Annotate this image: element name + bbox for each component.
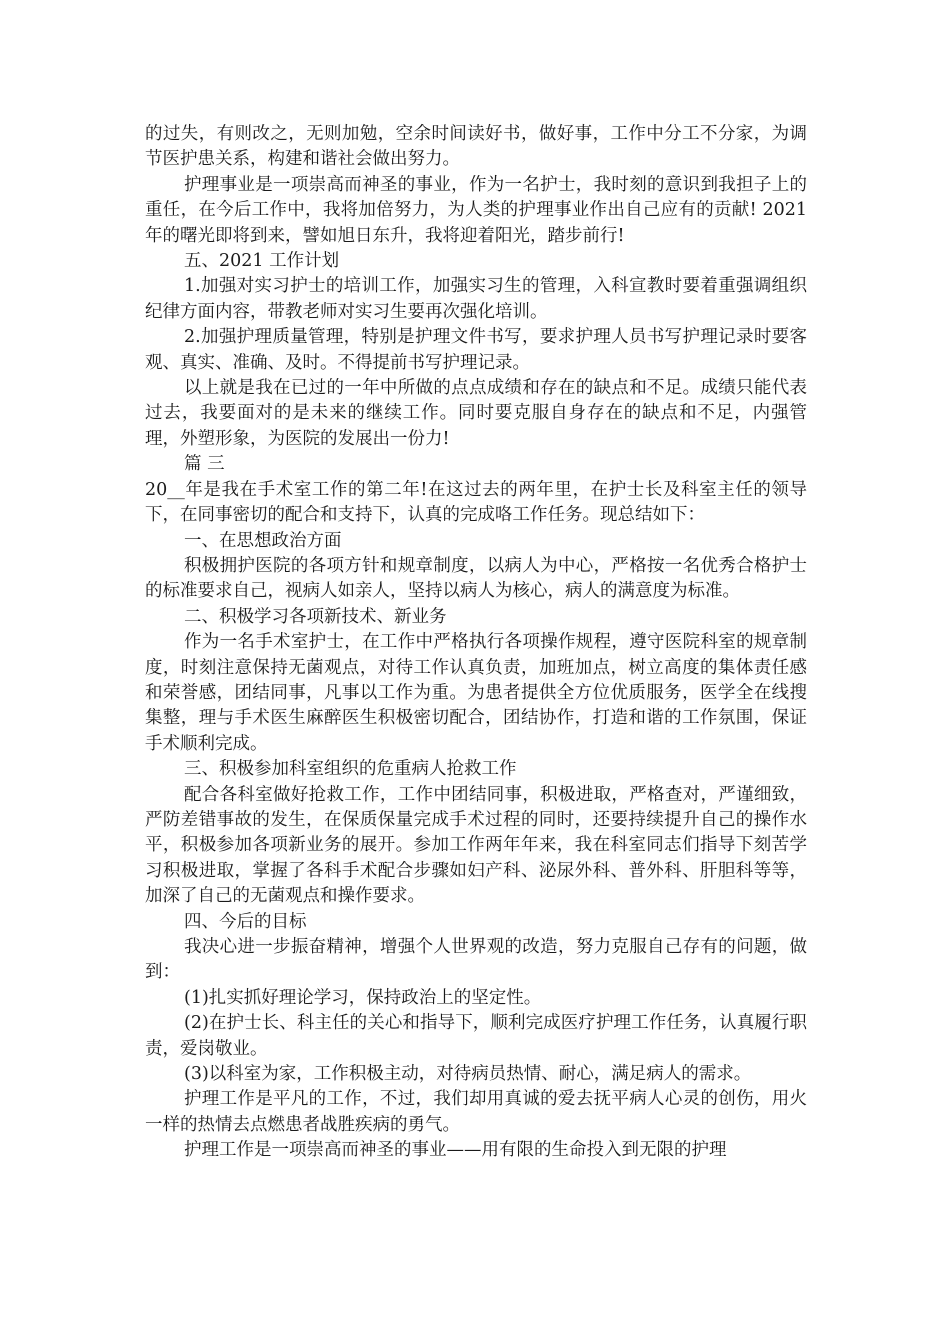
section-heading: 三、积极参加科室组织的危重病人抢救工作: [184, 759, 517, 780]
paragraph: 20__年是我在手术室工作的第二年!在这过去的两年里，在护士长及科室主任的领导下，在同事密切的配合和支持下，认真的完成咯工作任务。现总结如下：: [145, 479, 807, 526]
section-heading: 四、今后的目标: [184, 911, 307, 932]
list-item: (3)以科室为家，工作积极主动，对待病员热情、耐心，满足病人的需求。: [184, 1064, 752, 1085]
section-heading: 一、在思想政治方面: [184, 530, 342, 551]
paragraph: 护理工作是平凡的工作，不过，我们却用真诚的爱去抚平病人心灵的创伤，用火一样的热情去点燃患者战胜疾病的勇气。: [145, 1089, 807, 1135]
document-page: [145, 122, 807, 1164]
section-heading: 二、积极学习各项新技术、新业务: [184, 606, 447, 627]
list-item: (1)扎实抓好理论学习，保持政治上的坚定性。: [184, 987, 542, 1008]
paragraph: 护理事业是一项崇高而神圣的事业，作为一名护士，我时刻的意识到我担子上的重任，在今后工作中，我将加倍努力，为人类的护理事业作出自己应有的贡献! 2021 年的曙光即将到来，譬如旭日东升，我将迎着阳光，踏步前行!: [145, 174, 807, 246]
paragraph: 积极拥护医院的各项方针和规章制度，以病人为中心，严格按一名优秀合格护士的标准要求自己，视病人如亲人，坚持以病人为核心，病人的满意度为标准。: [145, 555, 807, 602]
paragraph: 以上就是我在已过的一年中所做的点点成绩和存在的缺点和不足。成绩只能代表过去，我要面对的是未来的继续工作。同时要克服自身存在的缺点和不足，内强管理，外塑形象，为医院的发展出一份力!: [145, 378, 807, 449]
paragraph: 配合各科室做好抢救工作，工作中团结同事，积极进取，严格查对，严谨细致，严防差错事故的发生，在保质保量完成手术过程的同时，还要持续提升自己的操作水平，积极参加各项新业务的展开。参加工作两年年来，我在科室同志们指导下刻苦学习积极进取，掌握了各科手术配合步骤如妇产科、泌尿外科、普外科、肝胆科等等，加深了自己的无菌观点和操作要求。: [145, 784, 807, 907]
paragraph: 1.加强对实习护士的培训工作，加强实习生的管理，入科宣教时要着重强调组织纪律方面内容，带教老师对实习生要再次强化培训。: [145, 276, 807, 322]
paragraph: 护理工作是一项崇高而神圣的事业——用有限的生命投入到无限的护理: [184, 1140, 727, 1161]
paragraph: 的过失，有则改之，无则加勉，空余时间读好书，做好事，工作中分工不分家，为调节医护患关系，构建和谐社会做出努力。: [145, 124, 807, 170]
paragraph: 2.加强护理质量管理，特别是护理文件书写，要求护理人员书写护理记录时要客观、真实、准确、及时。不得提前书写护理记录。: [145, 327, 807, 373]
section-heading: 五、2021 工作计划: [184, 251, 340, 272]
paragraph: 作为一名手术室护士，在工作中严格执行各项操作规程，遵守医院科室的规章制度，时刻注意保持无菌观点，对待工作认真负责，加班加点，树立高度的集体责任感和荣誉感，团结同事，凡事以工作为重。为患者提供全方位优质服务，医学全在线搜集整，理与手术医生麻醉医生积极密切配合，团结协作，打造和谐的工作氛围，保证手术顺利完成。: [145, 632, 807, 754]
section-heading: 篇 三: [184, 454, 225, 475]
list-item: (2)在护士长、科主任的关心和指导下，顺利完成医疗护理工作任务，认真履行职责，爱岗敬业。: [145, 1013, 807, 1059]
paragraph: 我决心进一步振奋精神，增强个人世界观的改造，努力克服自己存有的问题，做到：: [145, 937, 807, 983]
